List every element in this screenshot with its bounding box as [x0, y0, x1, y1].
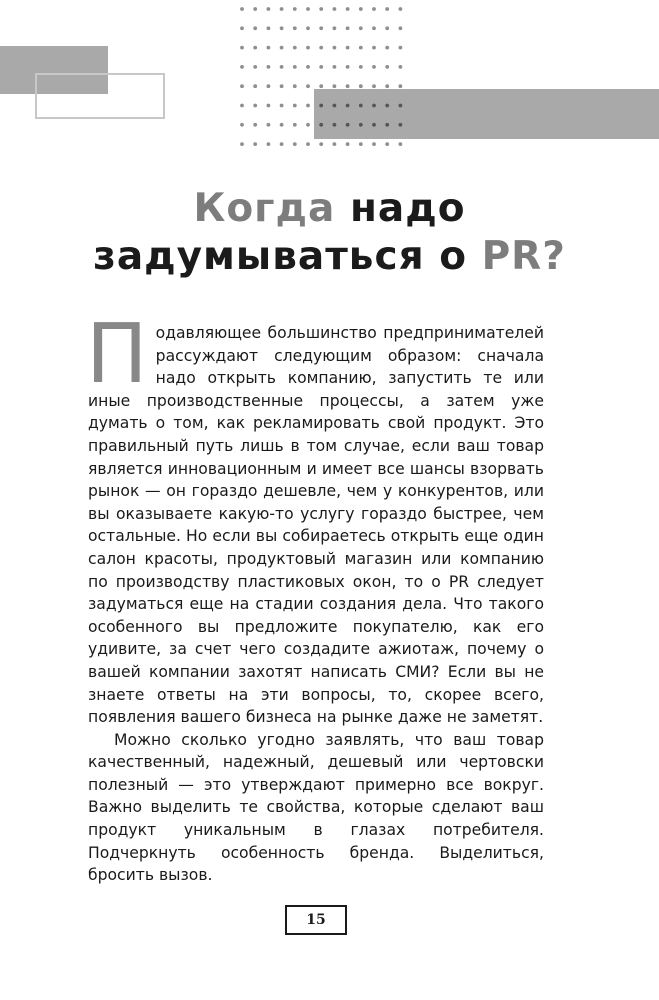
decor-dot	[346, 46, 350, 50]
decor-dot	[359, 46, 363, 50]
decor-dot	[399, 7, 403, 11]
decor-dot	[319, 7, 323, 11]
decor-dot	[319, 104, 323, 108]
decor-dot	[385, 65, 389, 69]
decor-dot	[240, 26, 244, 30]
decor-dot	[333, 65, 337, 69]
page-number-box: 15	[285, 905, 347, 935]
decor-dot	[240, 123, 244, 127]
decor-dot	[240, 104, 244, 108]
decor-dot	[306, 26, 310, 30]
decor-dot	[253, 84, 257, 88]
decor-dot	[293, 65, 297, 69]
decor-dot	[385, 26, 389, 30]
decor-dot	[372, 7, 376, 11]
decor-dot	[280, 142, 284, 146]
title-word-gray: Когда	[193, 186, 336, 231]
title-line2-black: задумываться о	[93, 234, 467, 279]
decor-dot	[385, 123, 389, 127]
decor-dot	[319, 46, 323, 50]
decor-dot	[385, 142, 389, 146]
decor-dot	[280, 123, 284, 127]
decor-dot	[346, 104, 350, 108]
decor-dot	[333, 7, 337, 11]
decor-dot	[346, 65, 350, 69]
decor-dot	[293, 123, 297, 127]
decor-dot	[306, 84, 310, 88]
decor-dot	[372, 123, 376, 127]
decor-dot	[240, 7, 244, 11]
decor-dot	[359, 123, 363, 127]
decor-dot	[399, 65, 403, 69]
decor-dot	[306, 123, 310, 127]
decor-dot	[385, 46, 389, 50]
decor-dot	[267, 26, 271, 30]
decor-dot	[372, 104, 376, 108]
drop-cap-letter: П	[86, 307, 148, 402]
decor-dot	[293, 46, 297, 50]
decor-dot	[306, 46, 310, 50]
decor-dot	[293, 84, 297, 88]
decor-dot	[267, 7, 271, 11]
decorative-dot-grid	[0, 0, 659, 160]
decor-dot	[333, 26, 337, 30]
page-title	[0, 185, 659, 281]
decor-dot	[385, 7, 389, 11]
decor-dot	[399, 46, 403, 50]
decor-dot	[253, 123, 257, 127]
decor-dot	[372, 65, 376, 69]
decor-dot	[293, 26, 297, 30]
paragraph-2: Можно сколько угодно заявлять, что ваш товар качественный, надежный, дешевый или чертовски полезный — это утверждают примерно все вокруг. Важно выделить те свойства, которые сделают ваш продукт уникальным в глазах потребителя. Подчеркнуть особенность бренда. Выделиться, бросить вызов.	[88, 730, 544, 885]
decor-dot	[319, 65, 323, 69]
decor-dot	[333, 142, 337, 146]
decor-dot	[359, 84, 363, 88]
decor-dot	[399, 123, 403, 127]
decor-dot	[293, 7, 297, 11]
decor-dot	[280, 46, 284, 50]
decor-dot	[306, 7, 310, 11]
article-body	[86, 307, 544, 887]
decor-dot	[267, 46, 271, 50]
title-pr-gray: PR?	[481, 234, 566, 279]
decor-dot	[267, 123, 271, 127]
decor-dot	[240, 65, 244, 69]
decor-dot	[306, 65, 310, 69]
decor-dot	[306, 104, 310, 108]
decor-dot	[399, 84, 403, 88]
decor-dot	[399, 104, 403, 108]
paragraph-1: одавляющее большинство предпринимателей рассуждают следующим образом: сначала надо открыть компанию, запустить те или иные производственные процессы, а затем уже думать о том, как рекламировать свой продукт. Это правильный путь лишь в том случае, если ваш товар является инновационным и имеет все шансы взорвать рынок — он гораздо дешевле, чем у конкурентов, или вы оказываете какую-то услугу гораздо быстрее, чем остальные. Но если вы собираетесь открыть еще один салон красоты, продуктовый магазин или компанию по производству пластиковых окон, то о PR следует задуматься еще на стадии создания дела. Что такого особенного вы предложите покупателю, как его удивите, за счет чего создадите ажиотаж, почему о вашей компании захотят написать СМИ? Если вы не знаете ответы на эти вопросы, то, скорее всего, появления вашего бизнеса на рынке даже не заметят.	[88, 324, 544, 727]
decor-dot	[319, 84, 323, 88]
decor-dot	[319, 26, 323, 30]
decor-dot	[253, 142, 257, 146]
decor-dot	[372, 84, 376, 88]
decor-dot	[372, 46, 376, 50]
decor-dot	[293, 142, 297, 146]
decor-dot	[385, 104, 389, 108]
decor-dot	[319, 142, 323, 146]
decor-dot	[253, 26, 257, 30]
decor-dot	[240, 46, 244, 50]
decor-dot	[333, 104, 337, 108]
decor-dot	[240, 142, 244, 146]
decor-dot	[253, 46, 257, 50]
decor-dot	[372, 142, 376, 146]
decor-dot	[253, 65, 257, 69]
decor-dot	[346, 142, 350, 146]
decor-dot	[346, 123, 350, 127]
decor-dot	[333, 46, 337, 50]
decor-dot	[385, 84, 389, 88]
decor-dot	[280, 7, 284, 11]
decor-dot	[333, 123, 337, 127]
decor-dot	[240, 84, 244, 88]
decor-dot	[280, 26, 284, 30]
decor-dot	[253, 7, 257, 11]
decor-dot	[267, 142, 271, 146]
decor-dot	[359, 7, 363, 11]
decor-dot	[319, 123, 323, 127]
decor-dot	[280, 104, 284, 108]
decor-dot	[359, 104, 363, 108]
decor-dot	[267, 65, 271, 69]
decor-dot	[346, 84, 350, 88]
decor-dot	[359, 65, 363, 69]
decor-dot	[267, 84, 271, 88]
decor-dot	[267, 104, 271, 108]
decor-dot	[346, 26, 350, 30]
decor-dot	[399, 142, 403, 146]
decor-dot	[280, 84, 284, 88]
decor-dot	[333, 84, 337, 88]
decor-dot	[306, 142, 310, 146]
decor-dot	[359, 142, 363, 146]
decor-dot	[253, 104, 257, 108]
decor-dot	[399, 26, 403, 30]
decor-dot	[359, 26, 363, 30]
decor-dot	[280, 65, 284, 69]
decor-dot	[372, 26, 376, 30]
title-word-black: надо	[349, 186, 466, 231]
decor-dot	[346, 7, 350, 11]
decor-dot	[293, 104, 297, 108]
